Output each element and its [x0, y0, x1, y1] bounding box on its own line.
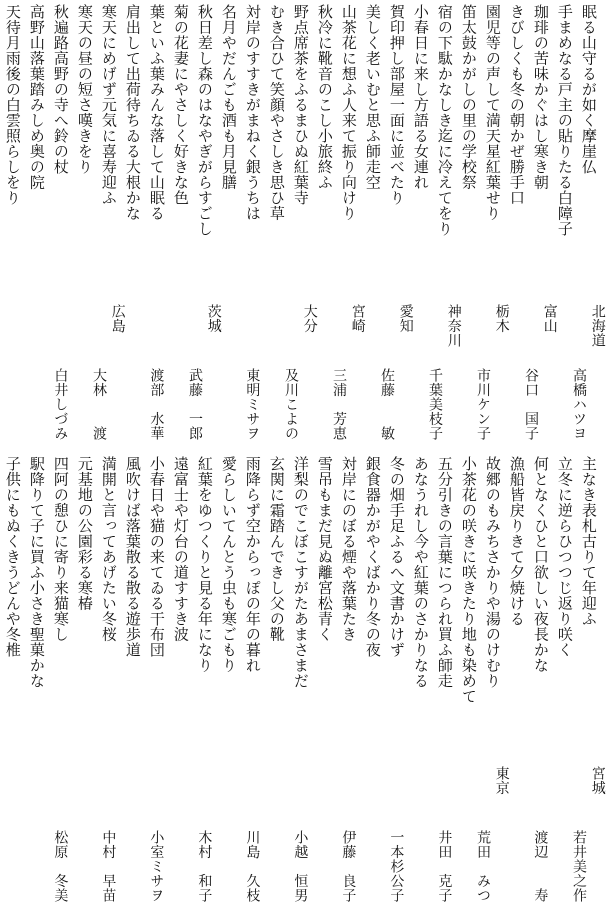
haiku-text: 満開と言ってあげたい冬桜 [99, 456, 118, 642]
author-credit [197, 830, 212, 903]
haiku-text: 紅葉をゆつくりと見る年になり [195, 456, 214, 673]
haiku-text: 菊の花妻にやさしく好きな色 [171, 4, 190, 206]
author-credit [101, 830, 116, 903]
author-name: 木村 和子 [196, 829, 213, 902]
author-credit [149, 830, 164, 903]
author-name: 佐藤 敏 [379, 367, 395, 440]
haiku-column [96, 452, 120, 902]
haiku-column [360, 452, 384, 902]
haiku-text: むき合ひて笑顔やさしき思ひ草 [267, 4, 286, 221]
haiku-text: 秋日差し森のはなやぎがらすごし [195, 4, 214, 237]
author-prefecture: 宮城 [589, 765, 606, 795]
haiku-text: 名月やだんごも酒も月見膳 [219, 4, 238, 190]
haiku-text: 天待月雨後の白雲照らしをり [3, 4, 22, 206]
haiku-text: 美しく老いむと思ふ師走空 [363, 4, 382, 190]
author-credit [53, 830, 68, 903]
haiku-column [144, 452, 168, 902]
haiku-text: 四阿の憩ひに寄り来猫寒し [51, 456, 70, 642]
author-credit [571, 304, 604, 441]
haiku-text: 珈琲の苦味かぐはし寒き朝 [531, 4, 550, 190]
author-credit [245, 368, 260, 441]
haiku-text: 五分引きの言葉につられ買ふ師走 [435, 456, 454, 689]
haiku-text: 小茶花の咲きに咲きたり地も染めて [459, 456, 478, 704]
author-credit [341, 830, 356, 903]
haiku-column [264, 452, 288, 902]
author-credit [533, 830, 548, 903]
haiku-text: 小春日に来し方語る女連れ [411, 4, 430, 190]
author-name: 一本杉公子 [388, 829, 405, 902]
haiku-text: あなうれし今や紅葉のさかりなる [411, 456, 430, 689]
author-credit [379, 304, 412, 441]
author-name: 東明ミサヲ [244, 367, 261, 440]
author-name: 小室ミサヲ [148, 829, 165, 902]
author-name: 高橋ハツヨ [571, 367, 587, 440]
haiku-text: 立冬に逆らひつつじ返り咲く [555, 456, 574, 658]
haiku-text: 肩出して出荷待ちゐる大根かな [123, 4, 142, 221]
haiku-column [216, 452, 240, 902]
haiku-text: 手まめなる戸主の貼りたる白障子 [555, 4, 574, 237]
haiku-text: 宿の下駄かなしき迄に冷えてをり [435, 4, 454, 237]
haiku-text: 葉といふ葉みんな落して山眠る [147, 4, 166, 221]
haiku-column [288, 452, 312, 902]
haiku-text: 高野山落葉踏みしめ奥の院 [27, 4, 46, 190]
author-name: 小越 恒男 [292, 829, 309, 902]
author-prefecture: 愛知 [397, 303, 414, 333]
author-credit [283, 304, 316, 441]
haiku-column [331, 0, 366, 440]
author-credit [331, 304, 364, 441]
haiku-text: 雪吊もまだ見ぬ離宮松青く [315, 456, 334, 642]
author-name: 及川こよの [283, 367, 299, 440]
haiku-column [192, 452, 216, 902]
author-credit [149, 368, 164, 441]
author-credit [523, 304, 556, 441]
haiku-column [0, 452, 24, 902]
haiku-text: 風吹けば落葉散る散る遊歩道 [123, 456, 142, 658]
author-credit [91, 304, 124, 441]
author-prefecture: 北海道 [589, 303, 606, 347]
author-name: 大林 渡 [91, 367, 107, 440]
author-prefecture: 神奈川 [445, 303, 462, 347]
haiku-column [168, 0, 192, 440]
haiku-column [72, 452, 96, 902]
haiku-column [168, 452, 192, 902]
author-name: 千葉美枝子 [427, 367, 443, 440]
haiku-column [571, 0, 606, 440]
haiku-column [475, 0, 510, 440]
author-name: 井田 克子 [436, 829, 453, 902]
author-name: 川島 久枝 [244, 829, 261, 902]
author-name: 白井しづみ [52, 367, 69, 440]
haiku-text: 秋冷に靴音のこし小旅終ふ [315, 4, 334, 190]
haiku-text: 眠る山守るが如く摩崖仏 [579, 4, 598, 175]
haiku-column [571, 452, 606, 902]
author-credit [389, 830, 404, 903]
haiku-column [48, 0, 72, 440]
haiku-text: 玄関に霜踏んできし父の靴 [267, 456, 286, 642]
haiku-column [0, 0, 24, 440]
author-credit [293, 830, 308, 903]
haiku-column [24, 452, 48, 902]
haiku-text: 子供にもぬくきうどんや冬椎 [3, 456, 22, 658]
author-name: 松原 冬美 [52, 829, 69, 902]
haiku-column [528, 452, 552, 902]
haiku-text: 寒天の昼の短さ嘆きをり [75, 4, 94, 175]
author-prefecture: 東京 [493, 765, 510, 795]
haiku-text: きびしくも冬の朝かぜ勝手口 [507, 4, 526, 206]
author-name: 市川ケン子 [475, 367, 491, 440]
haiku-column [456, 452, 480, 902]
haiku-column [144, 0, 168, 440]
haiku-text: 小春日や猫の来てゐる干布団 [147, 456, 166, 658]
haiku-text: 秋遍路高野の寺へ鈴の杖 [51, 4, 70, 175]
haiku-text: 対岸にのぼる煙や落葉たき [339, 456, 358, 642]
haiku-column [379, 0, 414, 440]
haiku-column [240, 0, 264, 440]
haiku-column [72, 0, 96, 440]
author-credit [187, 304, 220, 441]
haiku-column [427, 0, 462, 440]
bottom-haiku-block [0, 452, 606, 902]
haiku-column [48, 452, 72, 902]
author-credit [245, 830, 260, 903]
author-name: 武藤 一郎 [187, 367, 203, 440]
haiku-text: 駅降りて子に買ふ小さき聖菓かな [27, 456, 46, 689]
author-name: 三浦 芳恵 [331, 367, 347, 440]
haiku-text: 漁船皆戻りきて夕焼ける [507, 456, 526, 627]
haiku-text: 雨降らず空からっぽの年の暮れ [243, 456, 262, 673]
haiku-column [408, 452, 432, 902]
author-prefecture: 富山 [541, 303, 558, 333]
haiku-column [552, 452, 576, 902]
author-prefecture: 宮崎 [349, 303, 366, 333]
top-haiku-block [0, 0, 606, 440]
author-name: 谷口 国子 [523, 367, 539, 440]
author-prefecture: 栃木 [493, 303, 510, 333]
author-prefecture: 大分 [301, 303, 318, 333]
author-credit [475, 766, 508, 903]
haiku-column [187, 0, 222, 440]
author-name: 渡部 水華 [148, 367, 165, 440]
author-name: 中村 早苗 [100, 829, 117, 902]
haiku-text: 元基地の公園彩る寒椿 [75, 456, 94, 611]
haiku-text: 何となくひと口欲しい夜長かな [531, 456, 550, 673]
haiku-column [312, 452, 336, 902]
haiku-column [240, 452, 264, 902]
haiku-text: 笛太鼓かがしの里の学校祭 [459, 4, 478, 190]
author-credit [475, 304, 508, 441]
author-credit [427, 304, 460, 441]
haiku-text: 主なき表札古りて年迎ふ [579, 456, 598, 627]
haiku-column [336, 452, 360, 902]
author-name: 若井美之作 [571, 829, 587, 902]
haiku-text: 洋梨のでこぼこすがたあまさまだ [291, 456, 310, 689]
haiku-column [24, 0, 48, 440]
haiku-text: 故郷のもみちさかりや湯のけむり [483, 456, 502, 689]
haiku-text: 山茶花に想ふ人来て振り向けり [339, 4, 358, 221]
author-name: 荒田 みつ [475, 829, 491, 902]
haiku-column [475, 452, 510, 902]
haiku-text: 冬の畑手足ふるへ文書かけず [387, 456, 406, 658]
haiku-text: 賀印押し部屋一面に並べたり [387, 4, 406, 206]
haiku-column [283, 0, 318, 440]
haiku-column [523, 0, 558, 440]
haiku-text: 園児等の声して満天星紅葉せり [483, 4, 502, 221]
haiku-column [432, 452, 456, 902]
haiku-column [91, 0, 126, 440]
author-prefecture: 茨城 [205, 303, 222, 333]
haiku-column [384, 452, 408, 902]
author-credit [53, 368, 68, 441]
haiku-text: 野点席茶をふるまひぬ紅葉寺 [291, 4, 310, 206]
haiku-text: 寒天にめげず元気に喜寿迎ふ [99, 4, 118, 206]
haiku-column [120, 452, 144, 902]
author-credit [437, 830, 452, 903]
author-credit [571, 766, 604, 903]
haiku-column [264, 0, 288, 440]
haiku-text: 対岸のすすきがまねく銀うちは [243, 4, 262, 221]
haiku-text: 遠富士や灯台の道すすき波 [171, 456, 190, 642]
author-prefecture: 広島 [109, 303, 126, 333]
haiku-text: 愛らしいてんとう虫も寒ごもり [219, 456, 238, 673]
haiku-text: 銀食器かがやくばかり冬の夜 [363, 456, 382, 658]
author-name: 渡辺 寿 [532, 829, 549, 902]
author-name: 伊藤 良子 [340, 829, 357, 902]
